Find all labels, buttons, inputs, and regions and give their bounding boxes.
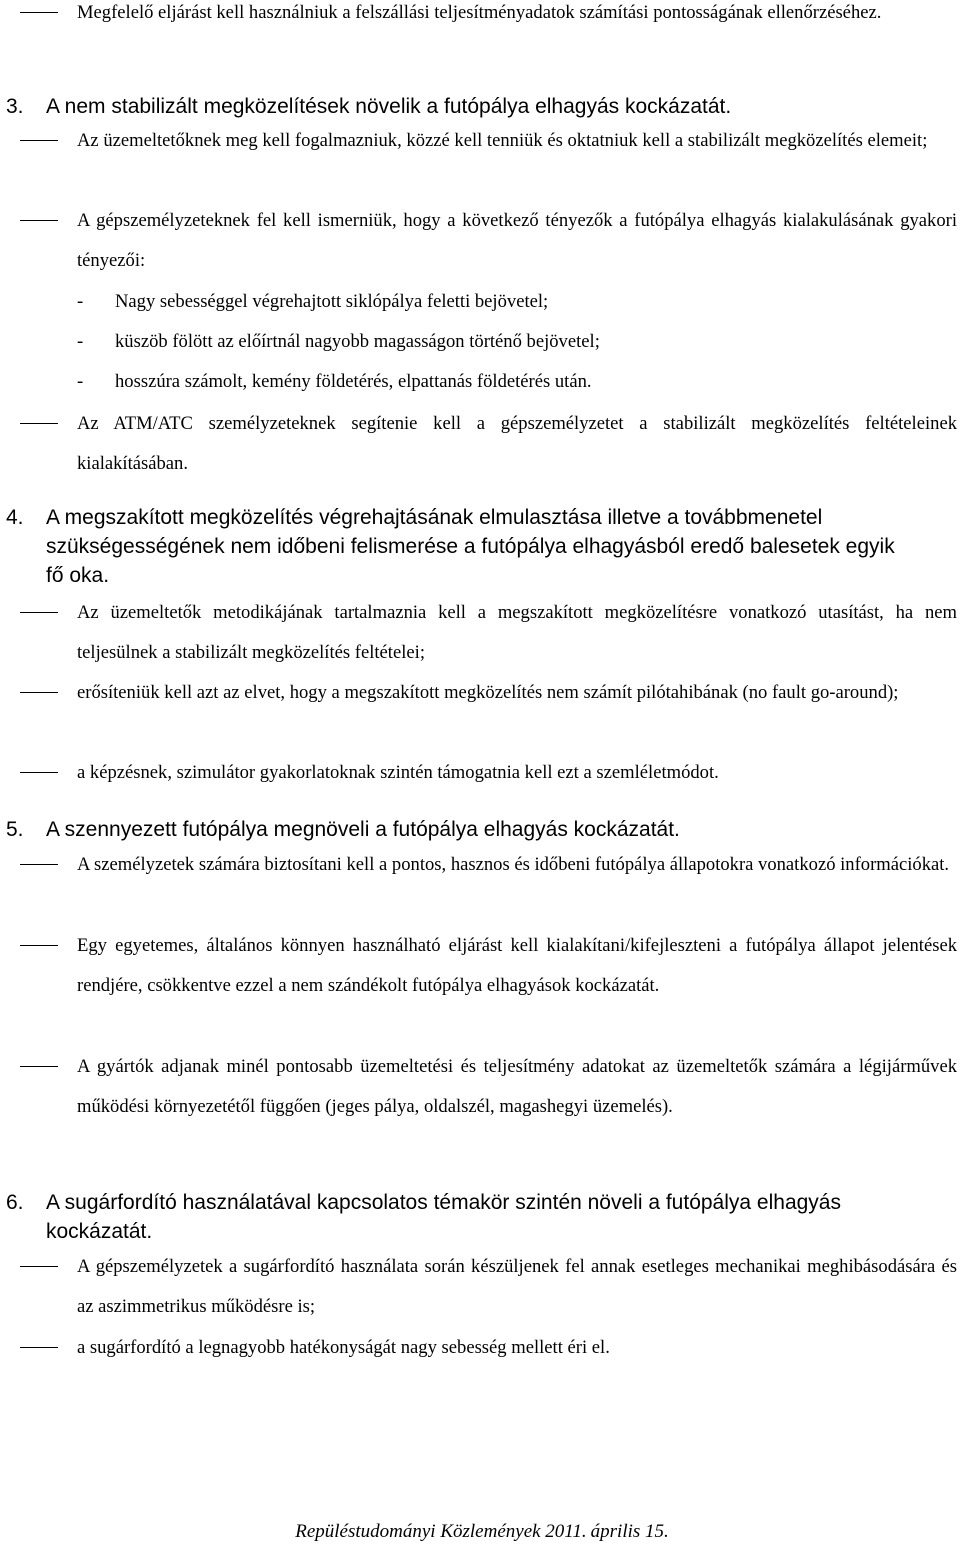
bullet-text: a sugárfordító a legnagyobb hatékonyságát nagy sebesség mellett éri el. xyxy=(77,1337,610,1358)
bullet-text: Egy egyetemes, általános könnyen használható eljárást kell kialakítani/kifejleszteni a futópálya állapot jelentések rendjére, csökkentve ezzel a nem szándékolt futópálya elhagyások kockázatát. xyxy=(77,935,957,996)
page-footer xyxy=(0,1520,960,1544)
bullet-text: A gépszemélyzeteknek fel kell ismerniük, hogy a következő tényezők a futópálya elhagyás kialakulásának gyakori tényezői: xyxy=(77,210,957,271)
bullet-text: A gépszemélyzetek a sugárfordító használata során készüljenek fel annak esetleges mechanikai meghibásodására és az aszimmetrikus működésre is; xyxy=(77,1256,957,1317)
bullet-text: A gyártók adjanak minél pontosabb üzemeltetési és teljesítmény adatokat az üzemeltetők számára a légijárművek működési környezetétől függően (jeges pálya, oldalszél, magashegyi üzemelés). xyxy=(77,1056,957,1117)
section-number: 3. xyxy=(6,95,24,118)
section-title: A nem stabilizált megközelítések növelik a futópálya elhagyás kockázatát. xyxy=(46,95,732,118)
section-title: A sugárfordító használatával kapcsolatos témakör szintén növeli a futópálya elhagyás kockázatát. xyxy=(46,1191,841,1243)
section-number: 5. xyxy=(6,818,24,841)
section-number: 6. xyxy=(6,1191,24,1214)
dash-bullet xyxy=(20,612,58,613)
dash-bullet xyxy=(20,1347,58,1348)
hyphen-bullet: - xyxy=(77,331,84,352)
bullet-text: erősíteniük kell azt az elvet, hogy a megszakított megközelítés nem számít pilótahibának (no fault go-around); xyxy=(77,682,899,703)
hyphen-bullet: - xyxy=(77,371,84,392)
bullet-text: A személyzetek számára biztosítani kell a pontos, hasznos és időbeni futópálya állapotokra vonatkozó információkat. xyxy=(77,854,950,875)
sub-list-text: Nagy sebességgel végrehajtott siklópálya feletti bejövetel; xyxy=(115,291,549,312)
bullet-text: Az üzemeltetők metodikájának tartalmaznia kell a megszakított megközelítésre vonatkozó utasítást, ha nem teljesülnek a stabilizált megközelítés feltételei; xyxy=(77,602,957,663)
footer-date: április 15. xyxy=(590,1521,669,1542)
footer-journal: Repüléstudományi Közlemények 2011. xyxy=(295,1521,587,1542)
section-number: 4. xyxy=(6,506,24,529)
dash-bullet xyxy=(20,945,58,946)
section-title: A szennyezett futópálya megnöveli a futópálya elhagyás kockázatát. xyxy=(46,818,680,841)
dash-bullet xyxy=(20,772,58,773)
dash-bullet xyxy=(20,220,58,221)
section-title: A megszakított megközelítés végrehajtásának elmulasztása illetve a továbbmenetel szükségességének nem időbeni felismerése a futópálya elhagyásból eredő balesetek egyik fő oka. xyxy=(46,506,895,587)
bullet-text: a képzésnek, szimulátor gyakorlatoknak szintén támogatnia kell ezt a szemléletmódot. xyxy=(77,762,719,783)
hyphen-bullet: - xyxy=(77,291,84,312)
dash-bullet xyxy=(20,1066,58,1067)
dash-bullet xyxy=(20,692,58,693)
bullet-text: Az üzemeltetőknek meg kell fogalmazniuk, közzé kell tenniük és oktatniuk kell a stabilizált megközelítés elemeit; xyxy=(77,130,928,151)
sub-list-text: küszöb fölött az előírtnál nagyobb magasságon történő bejövetel; xyxy=(115,331,600,352)
dash-bullet xyxy=(20,1266,58,1267)
dash-bullet xyxy=(20,864,58,865)
dash-bullet xyxy=(20,12,58,13)
sub-list-text: hosszúra számolt, kemény földetérés, elpattanás földetérés után. xyxy=(115,371,592,392)
bullet-text: Az ATM/ATC személyzeteknek segítenie kell a gépszemélyzetet a stabilizált megközelítés feltételeinek kialakításában. xyxy=(77,413,957,474)
dash-bullet xyxy=(20,423,58,424)
dash-bullet xyxy=(20,140,58,141)
bullet-text: Megfelelő eljárást kell használniuk a felszállási teljesítményadatok számítási pontosságának ellenőrzéséhez. xyxy=(77,2,882,23)
